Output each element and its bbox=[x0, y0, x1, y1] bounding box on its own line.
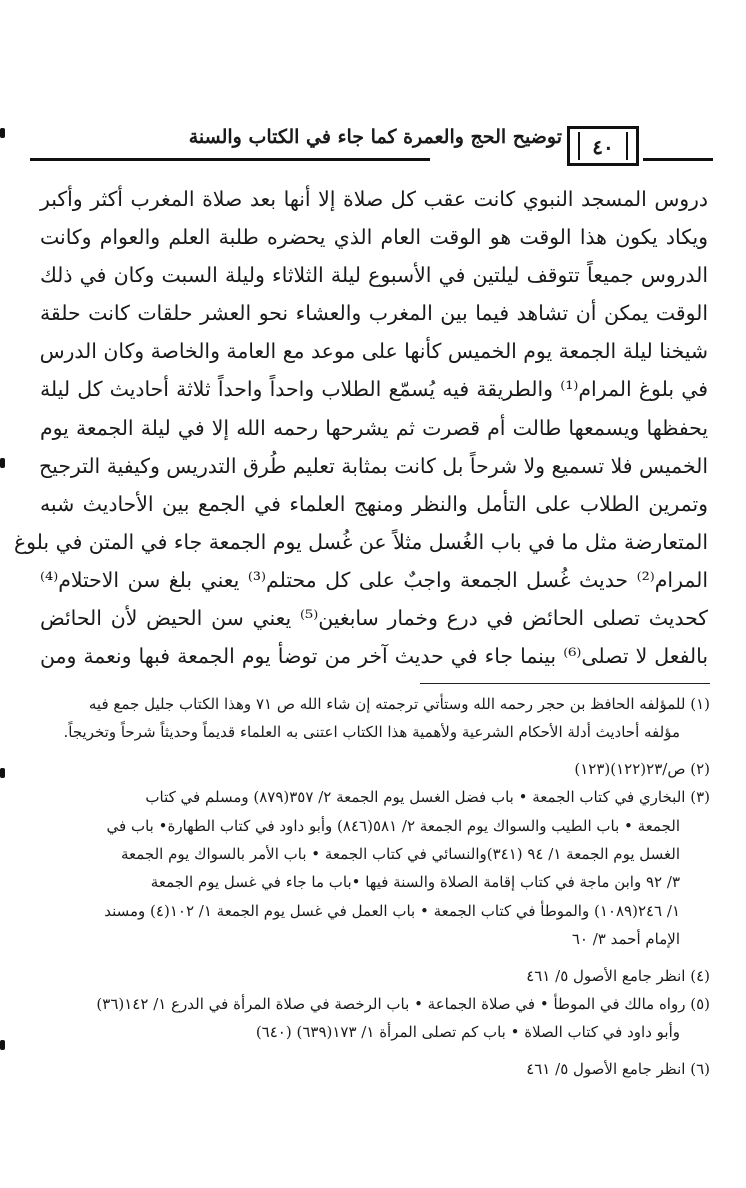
scan-mark bbox=[0, 458, 5, 468]
footnote-line: وأبو داود في كتاب الصلاة • باب كم تصلى المرأة ١/ ١٧٣(٦٣٩) (٦٤٠) bbox=[255, 1023, 680, 1042]
body-line: وتمرين الطلاب على التأمل والنظر ومنهج العلماء في الجمع بين الأحاديث شبه bbox=[40, 491, 708, 516]
body-line: الخميس فلا تسميع ولا شرحاً بل كانت بمثابة تعليم طُرق التدريس وكيفية الترجيح bbox=[39, 453, 708, 478]
footnote-line: الغسل يوم الجمعة ١/ ٩٤ (٣٤١)والنسائي في كتاب الجمعة • باب الأمر بالسواك يوم الجمعة bbox=[120, 844, 680, 863]
footnote-line: ٣/ ٩٢ وابن ماجة في كتاب إقامة الصلاة والسنة فيها •باب ما جاء في غسل يوم الجمعة bbox=[150, 873, 680, 892]
footnote bbox=[38, 783, 710, 953]
footnote bbox=[38, 755, 710, 783]
footnote-line: (٣) البخاري في كتاب الجمعة • باب فضل الغسل يوم الجمعة ٢/ ٣٥٧(٨٧٩) ومسلم في كتاب bbox=[145, 788, 710, 807]
footnote-line: ١/ ٢٤٦(١٠٨٩) والموطأ في كتاب الجمعة • باب العمل في غسل يوم الجمعة ١/ ١٠٢(٤) ومسند bbox=[104, 901, 680, 920]
body-line: في بلوغ المرام⁽¹⁾ والطريقة فيه يُسمّع الطلاب واحداً واحداً ثلاثة أحاديث كل ليلة bbox=[40, 377, 708, 402]
body-text bbox=[13, 180, 709, 675]
footnote bbox=[38, 990, 710, 1047]
body-line: يحفظها ويسمعها طالت أم قصرت ثم يشرحها رحمه الله إلا في ليلة الجمعة يوم bbox=[40, 415, 708, 440]
header-title: توضيح الحج والعمرة كما جاء في الكتاب والسنة bbox=[188, 126, 562, 148]
footnote-line: (٦) انظر جامع الأصول ٥/ ٤٦١ bbox=[526, 1059, 710, 1078]
body-line: المرام⁽²⁾ حديث غُسل الجمعة واجبٌ على كل محتلم⁽³⁾ يعني بلغ سن الاحتلام⁽⁴⁾ bbox=[40, 567, 709, 592]
scan-mark bbox=[0, 768, 5, 778]
footnote bbox=[38, 962, 710, 990]
body-line: بالفعل لا تصلى⁽⁶⁾ بينما جاء في حديث آخر من توضأ يوم الجمعة فبها ونعمة ومن bbox=[40, 644, 708, 669]
header-rule-left bbox=[30, 158, 430, 161]
page-number-box bbox=[567, 126, 639, 166]
footnote-line: مؤلفه أحاديث أدلة الأحكام الشرعية ولأهمية هذا الكتاب اعتنى به العلماء قديماً وحديثاً شرحاً وتخريجاً. bbox=[63, 723, 680, 742]
body-line: ويكاد يكون هذا الوقت هو الوقت العام الذي يحضره طلبة العلم والعوام وكانت bbox=[40, 225, 708, 250]
footnote-line: الجمعة • باب الطيب والسواك يوم الجمعة ٢/ ٥٨١(٨٤٦) وأبو داود في كتاب الطهارة• باب في bbox=[106, 816, 680, 835]
scan-mark bbox=[0, 1040, 5, 1050]
footnote bbox=[38, 1055, 710, 1083]
scan-mark bbox=[0, 128, 5, 138]
footnote-divider bbox=[420, 683, 710, 684]
body-line: شيخنا ليلة الجمعة يوم الخميس كأنها على موعد مع العامة والخاصة وكان الدرس bbox=[39, 339, 708, 364]
footnote-line: (٢) ص/٢٣(١٢٢)(١٢٣) bbox=[574, 759, 710, 778]
body-line: الدروس جميعاً تتوقف ليلتين في الأسبوع ليلة الثلاثاء وليلة السبت وكان في ذلك bbox=[40, 263, 708, 288]
body-line: كحديث تصلى الحائض في درع وخمار سابغين⁽⁵⁾ يعني سن الحيض لأن الحائض bbox=[40, 606, 708, 631]
header-rule-right bbox=[643, 158, 713, 161]
page-number: ٤٠ bbox=[578, 132, 628, 160]
footnote-line: (٥) رواه مالك في الموطأ • في صلاة الجماعة • باب الرخصة في صلاة المرأة في الدرع ١/ ١٤٢(٣٦) bbox=[96, 994, 710, 1013]
body-line: دروس المسجد النبوي كانت عقب كل صلاة إلا أنها بعد صلاة المغرب أكثر وأكبر bbox=[40, 187, 708, 211]
body-line: الوقت يمكن أن تشاهد فيما بين المغرب والعشاء نحو العشر حلقات كانت حلقة bbox=[40, 301, 708, 326]
footnote-line: (١) للمؤلفه الحافظ بن حجر رحمه الله وستأتي ترجمته إن شاء الله ص ٧١ وهذا الكتاب جليل جمع فيه bbox=[88, 695, 710, 713]
footnote bbox=[38, 690, 710, 747]
footnotes bbox=[38, 690, 710, 1083]
body-line: المتعارضة مثل ما في باب الغُسل مثلاً عن غُسل يوم الجمعة جاء في المتن في بلوغ bbox=[13, 529, 708, 554]
running-header bbox=[30, 120, 710, 170]
footnote-line: (٤) انظر جامع الأصول ٥/ ٤٦١ bbox=[526, 966, 710, 985]
footnote-line: الإمام أحمد ٣/ ٦٠ bbox=[571, 930, 680, 949]
